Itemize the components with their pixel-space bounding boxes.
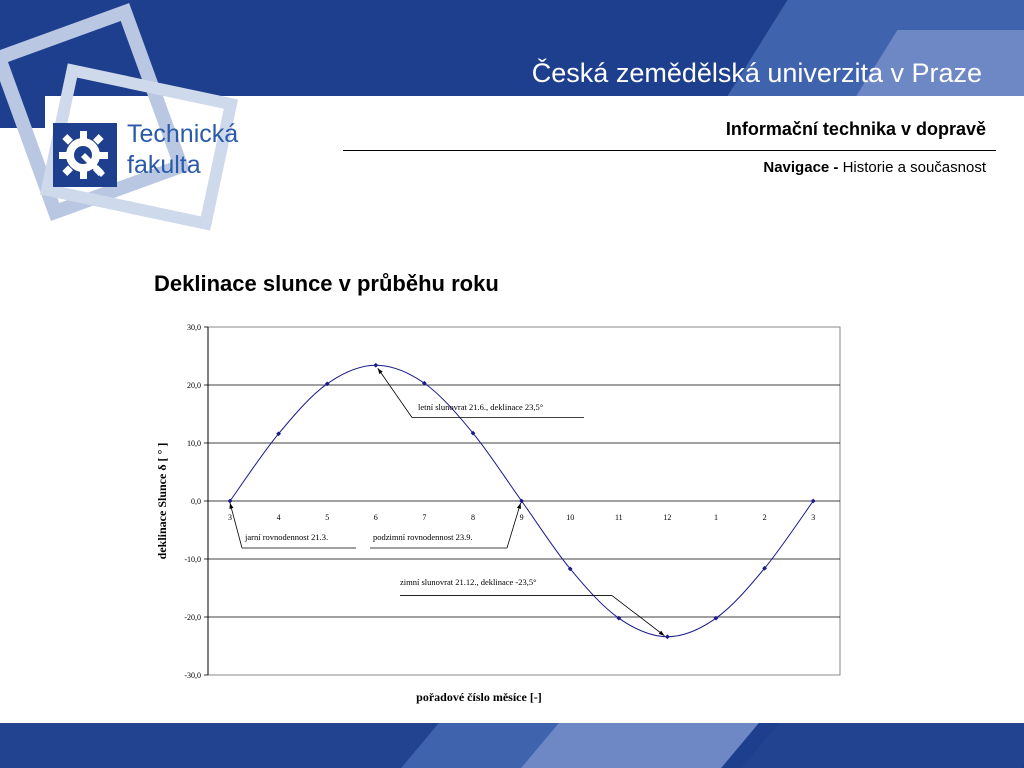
x-tick-label: 1: [714, 513, 718, 522]
x-tick-label: 11: [614, 513, 623, 522]
annotation-label: letní slunovrat 21.6., deklinace 23,5°: [418, 401, 544, 412]
annotation-label: zimní slunovrat 21.12., deklinace -23,5°: [400, 577, 537, 588]
breadcrumb-topic: Historie a současnost: [842, 159, 986, 176]
x-tick-label: 7: [422, 513, 427, 522]
x-axis-label: pořadové číslo měsíce [-]: [416, 690, 542, 704]
y-axis-ticks: [184, 323, 208, 680]
footer-decoration: [521, 723, 759, 768]
annotation-label: jarní rovnodennost 21.3.: [245, 531, 329, 542]
breadcrumb: [0, 159, 986, 176]
x-tick-label: 6: [373, 513, 378, 522]
x-tick-label: 3: [811, 513, 816, 522]
breadcrumb-label: Navigace -: [763, 159, 839, 176]
footer-decoration: [741, 723, 1024, 768]
x-tick-label: 3: [228, 513, 232, 522]
y-tick-label: 30,0: [187, 323, 201, 332]
y-tick-label: -30,0: [184, 671, 201, 680]
footer-band: [0, 723, 1024, 768]
x-tick-label: 5: [325, 513, 330, 522]
header-divider: [343, 150, 996, 151]
slide-title: Deklinace slunce v průběhu roku: [154, 271, 499, 296]
x-tick-label: 12: [663, 513, 672, 522]
x-tick-label: 8: [471, 513, 475, 522]
x-tick-label: 9: [519, 513, 524, 522]
x-tick-label: 4: [276, 513, 281, 522]
footer-decoration: [0, 723, 460, 768]
university-name: Česká zemědělská univerzita v Praze: [531, 58, 982, 88]
declination-chart: [150, 315, 850, 715]
y-axis-label: deklinace Slunce δ [ ° ]: [155, 442, 169, 560]
y-tick-label: 20,0: [187, 381, 201, 390]
x-tick-label: 2: [762, 513, 767, 522]
y-tick-label: -20,0: [184, 613, 201, 622]
y-tick-label: 0,0: [191, 497, 201, 506]
x-tick-label: 10: [566, 513, 575, 522]
y-tick-label: -10,0: [184, 555, 201, 564]
faculty-name-line1: Technická: [127, 120, 239, 148]
y-tick-label: 10,0: [187, 439, 201, 448]
course-title: Informační technika v dopravě: [725, 119, 986, 139]
faculty-name-line2: fakulta: [127, 151, 201, 179]
annotation-label: podzimní rovnodennost 23.9.: [373, 531, 473, 542]
